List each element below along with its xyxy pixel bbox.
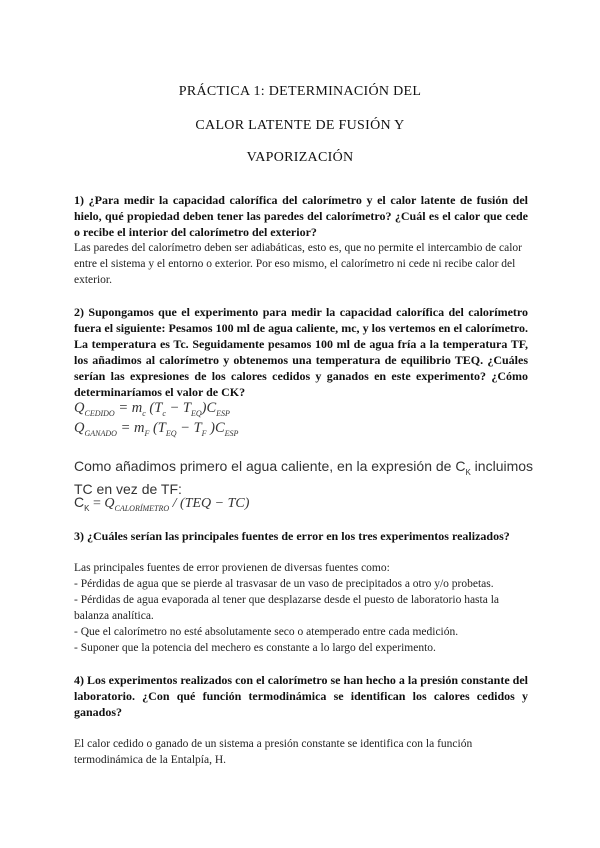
title-line-2: CALOR LATENTE DE FUSIÓN Y [195, 118, 405, 133]
question-2: 2) Supongamos que el experimento para medir la capacidad calorífica del calorímetro fuera el siguiente: Pesamos 100 ml de agua caliente, mc, y los vertemos en el calorímetro. La temperatura es Tc. Seguidamente pesamos 100 ml de agua fría a la temperatura TF, los añadimos al calorímetro y obtenemos una temperatura de equilibrio TEQ. ¿Cuáles serían las expresiones de los calores cedidos y ganados en este experimento? ¿Cómo determinaríamos el valor de CK? [74, 305, 528, 399]
question-3: 3) ¿Cuáles serían las principales fuentes de error en los tres experimentos realizados? [74, 529, 510, 543]
answer-3-intro: Las principales fuentes de error provienen de diversas fuentes como: [74, 562, 390, 574]
answer-4: El calor cedido o ganado de un sistema a presión constante se identifica con la función termodinámica de la Entalpía, H. [74, 738, 473, 766]
list-item: - Que el calorímetro no esté absolutamente seco o atemperado entre cada medición. [74, 626, 459, 638]
list-item: - Pérdidas de agua evaporada al tener que desplazarse desde el puesto de laboratorio hasta la balanza analítica. [74, 594, 499, 622]
equation-q-cedido: $Q_{CEDIDO} = m_c$ $(T_c - T_{EQ})C_{ESP}$ [74, 400, 230, 418]
title-line-3: VAPORIZACIÓN [246, 150, 354, 165]
answer-3 [74, 560, 534, 656]
question-4: 4) Los experimentos realizados con el calorímetro se han hecho a la presión constante del laboratorio. ¿Con qué función termodinámica se identifican los calores cedidos y ganados? [74, 673, 528, 719]
list-item: - Suponer que la potencia del mechero es constante a lo largo del experimento. [74, 642, 436, 654]
answer-1: Las paredes del calorímetro deben ser adiabáticas, esto es, que no permite el intercambio de calor entre el sistema y el entorno o exterior. Por eso mismo, el calorímetro ni cede ni recibe calor del exterior. [74, 242, 522, 286]
title-line-1: PRÁCTICA 1: DETERMINACIÓN DEL [178, 84, 422, 99]
equation-ck: $C_K = Q_{CALORÍMETRO} / (TEQ - TC)$ [74, 494, 250, 513]
list-item: - Pérdidas de agua que se pierde al trasvasar de un vaso de precipitados a otro y/o probetas. [74, 578, 494, 590]
note-ck: Como añadimos primero el agua caliente, en la expresión de $C_K$ incluimos TC en vez de TF: [74, 458, 534, 497]
equation-q-ganado: $Q_{GANADO} = m_F$ ($T_{EQ} - T_F$ )$C_{ESP}$ [74, 420, 239, 438]
question-1: 1) ¿Para medir la capacidad calorífica del calorímetro y el calor latente de fusión del hielo, qué propiedad deben tener las paredes del calorímetro? ¿Cuál es el calor que cede o recibe el interior del calorímetro del exterior? [74, 193, 528, 239]
